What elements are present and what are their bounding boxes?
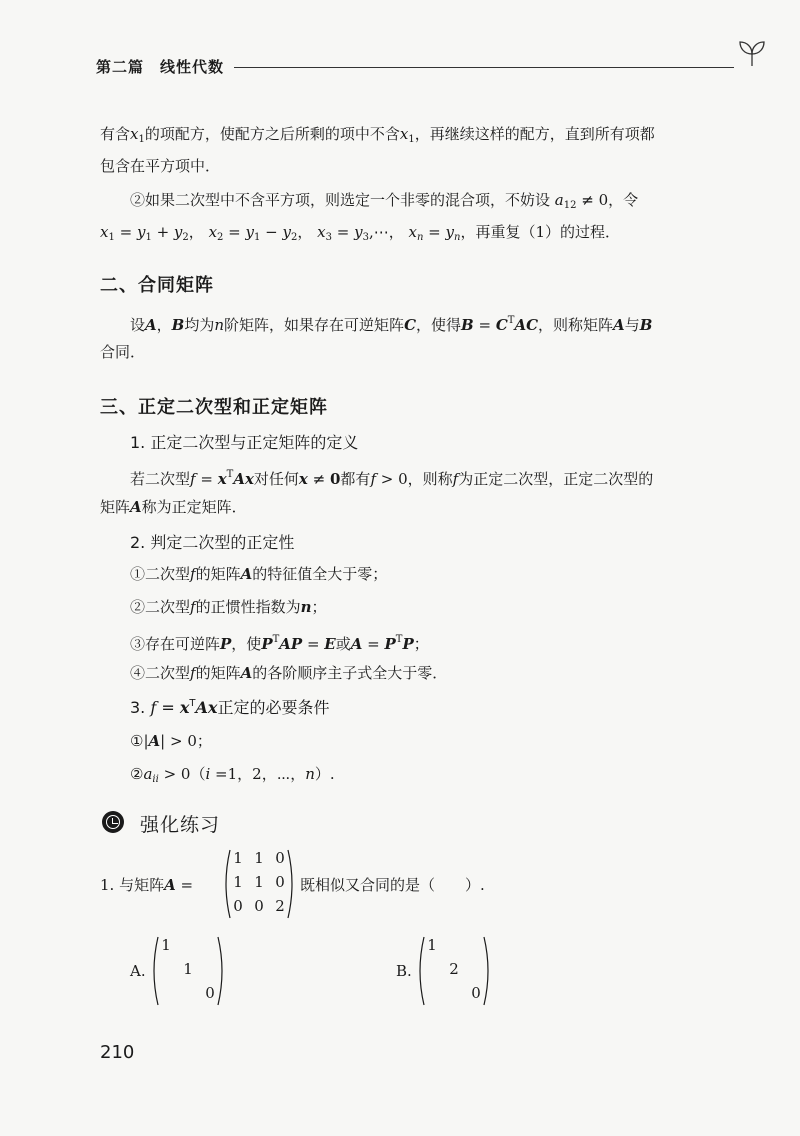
sprout-icon	[734, 38, 770, 68]
matrix-cell: 0	[205, 984, 215, 1002]
part-title: 第二篇	[96, 58, 145, 76]
subsection-heading: 2. 判定二次型的正定性	[130, 533, 295, 552]
paragraph-line: 矩阵A称为正定矩阵．	[100, 498, 247, 516]
option-a-matrix	[150, 935, 226, 1007]
section-heading: 三、正定二次型和正定矩阵	[100, 397, 328, 418]
option-label: B.	[396, 962, 412, 980]
header-rule	[234, 67, 734, 68]
paragraph-line: 若二次型$f = x^TAx$对任何x ≠ 0都有f > 0，则称f为正定二次型，正定二次型的	[130, 469, 654, 488]
exercise-heading: 强化练习	[140, 814, 221, 836]
condition-item: ①|A| > 0；	[130, 732, 212, 750]
matrix-cell: 0	[275, 849, 285, 867]
question-text: 1. 与矩阵A =	[100, 876, 194, 894]
option-b-matrix	[416, 935, 492, 1007]
chapter-title: 线性代数	[160, 58, 225, 76]
paragraph-line: 合同．	[100, 343, 146, 361]
section-heading: 二、合同矩阵	[100, 275, 214, 296]
paragraph-line: 包含在平方项中．	[100, 157, 221, 175]
matrix-cell: 1	[254, 849, 264, 867]
matrix-cell: 1	[183, 960, 193, 978]
page-number: 210	[100, 1042, 135, 1063]
paragraph-line: 有含$x_1$的项配方，使配方之后所剩的项中不含$x_1$，再继续这样的配方，直到所有项都	[100, 125, 655, 145]
criterion-item: ②二次型f的正惯性指数为n；	[130, 598, 327, 616]
question-tail: 既相似又合同的是（ ）.	[300, 876, 485, 894]
matrix-cell: 1	[233, 873, 243, 891]
paragraph-line: ②如果二次型中不含平方项，则选定一个非零的混合项，不妨设 $a_{12} \ne 0$，令	[130, 191, 639, 211]
matrix-cell: 2	[449, 960, 459, 978]
matrix-cell: 0	[254, 897, 264, 915]
matrix-cell: 1	[254, 873, 264, 891]
criterion-item: ④二次型f的矩阵A的各阶顺序主子式全大于零．	[130, 664, 448, 682]
condition-item: $②a_{ii} > 0(i =1$，2，⋯，n）.	[130, 765, 335, 785]
matrix-cell: 0	[471, 984, 481, 1002]
matrix-cell: 0	[275, 873, 285, 891]
matrix-cell: 0	[233, 897, 243, 915]
running-header	[96, 50, 696, 78]
option-label: A.	[130, 962, 146, 980]
criterion-item: ③存在可逆阵P，使$P^TAP = E$或$A = P^TP$；	[130, 634, 429, 653]
criterion-item: ①二次型f的矩阵A的特征值全大于零；	[130, 565, 388, 583]
matrix-cell: 1	[161, 936, 171, 954]
clock-icon	[102, 811, 124, 833]
matrix-cell: 1	[427, 936, 437, 954]
matrix-A	[222, 848, 296, 920]
matrix-cell: 1	[233, 849, 243, 867]
paragraph-line: 设A，B均为n阶矩阵，如果存在可逆矩阵C，使得$B = C^TAC$，则称矩阵A与B	[130, 315, 653, 334]
matrix-cell: 2	[275, 897, 285, 915]
subsection-heading: 1. 正定二次型与正定矩阵的定义	[130, 433, 359, 452]
subsection-heading: 3. $f = x^TAx$正定的必要条件	[130, 698, 330, 717]
formula-line: $x_1 = y_1 + y_2$， $x_2 = y_1 - y_2$， $x_3$ = $y_3,\cdots$， $x_n = y_n$，再重复（1）的过程．	[100, 223, 620, 243]
